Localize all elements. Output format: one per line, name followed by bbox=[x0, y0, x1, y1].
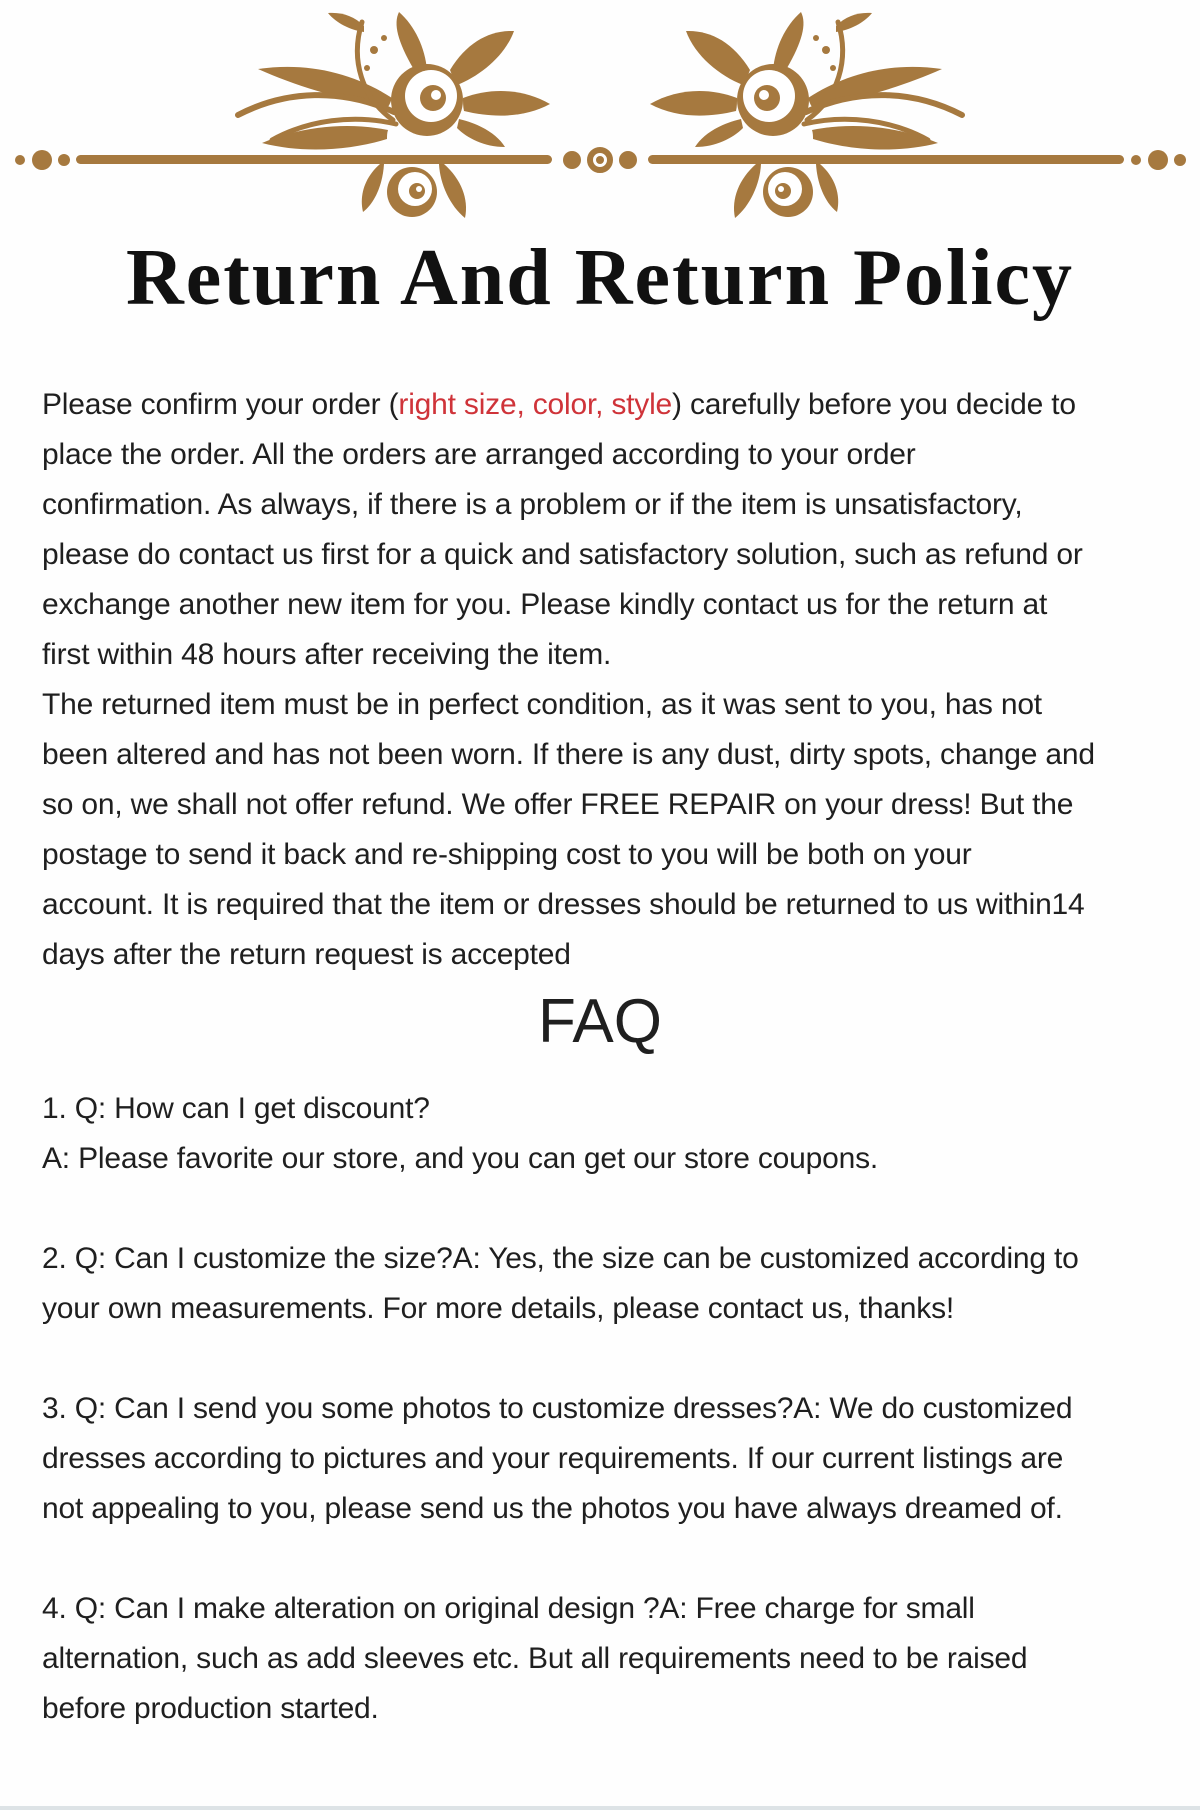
floral-flourish-icon bbox=[648, 12, 988, 224]
floral-flourish-icon bbox=[212, 12, 552, 224]
faq-item bbox=[42, 1384, 1200, 1534]
page-title: Return And Return Policy bbox=[126, 234, 1074, 322]
policy-line: first within 48 hours after receiving the item. bbox=[42, 638, 612, 671]
policy-line: so on, we shall not offer refund. We offer FREE REPAIR on your dress! But the bbox=[42, 788, 1074, 821]
policy-line1-pre: Please confirm your order ( bbox=[42, 388, 399, 421]
faq-line: not appealing to you, please send us the photos you have always dreamed of. bbox=[42, 1492, 1063, 1525]
faq-line: 4. Q: Can I make alteration on original design ?A: Free charge for small bbox=[42, 1592, 975, 1625]
ornament-ring-icon bbox=[587, 147, 613, 173]
policy-line: days after the return request is accepted bbox=[42, 938, 571, 971]
policy-line: been altered and has not been worn. If there is any dust, dirty spots, change and bbox=[42, 738, 1095, 771]
faq-item bbox=[42, 1084, 1200, 1184]
policy-line: exchange another new item for you. Please kindly contact us for the return at bbox=[42, 588, 1048, 621]
faq-line: 3. Q: Can I send you some photos to customize dresses?A: We do customized bbox=[42, 1392, 1073, 1425]
faq-section bbox=[0, 984, 1200, 1784]
policy-line bbox=[42, 380, 1200, 430]
ornament-dot-icon bbox=[1131, 155, 1141, 165]
policy-line: account. It is required that the item or dresses should be returned to us within14 bbox=[42, 888, 1085, 921]
faq-item bbox=[42, 1234, 1200, 1334]
faq-item bbox=[42, 1584, 1200, 1734]
ornament-dot-icon bbox=[1174, 154, 1186, 166]
ornament-dot-icon bbox=[32, 150, 52, 170]
ornament-dot-icon bbox=[563, 151, 581, 169]
policy-text bbox=[42, 380, 1200, 980]
faq-line: before production started. bbox=[42, 1692, 379, 1725]
policy-line1-highlight: right size, color, style bbox=[398, 388, 673, 421]
policy-line: place the order. All the orders are arranged according to your order bbox=[42, 438, 916, 471]
ornament-dot-icon bbox=[15, 155, 25, 165]
ornament-dot-icon bbox=[1148, 150, 1168, 170]
policy-line: The returned item must be in perfect condition, as it was sent to you, has not bbox=[42, 688, 1042, 721]
faq-line: 2. Q: Can I customize the size?A: Yes, the size can be customized according to bbox=[42, 1242, 1079, 1275]
faq-line: your own measurements. For more details, please contact us, thanks! bbox=[42, 1292, 955, 1325]
faq-line: dresses according to pictures and your requirements. If our current listings are bbox=[42, 1442, 1064, 1475]
header-ornament bbox=[0, 0, 1200, 232]
faq-items bbox=[0, 1060, 1200, 1734]
faq-line: A: Please favorite our store, and you can get our store coupons. bbox=[42, 1142, 879, 1175]
bottom-divider bbox=[0, 1806, 1200, 1810]
policy-line: postage to send it back and re-shipping cost to you will be both on your bbox=[42, 838, 972, 871]
faq-line: 1. Q: How can I get discount? bbox=[42, 1092, 430, 1125]
policy-line: please do contact us first for a quick and satisfactory solution, such as refund or bbox=[42, 538, 1083, 571]
faq-heading: FAQ bbox=[537, 987, 663, 1056]
ornament-dot-icon bbox=[58, 154, 70, 166]
faq-line: alternation, such as add sleeves etc. But all requirements need to be raised bbox=[42, 1642, 1028, 1675]
policy-line: confirmation. As always, if there is a problem or if the item is unsatisfactory, bbox=[42, 488, 1023, 521]
policy-line1-post: ) carefully before you decide to bbox=[672, 388, 1076, 421]
ornament-dot-icon bbox=[619, 151, 637, 169]
